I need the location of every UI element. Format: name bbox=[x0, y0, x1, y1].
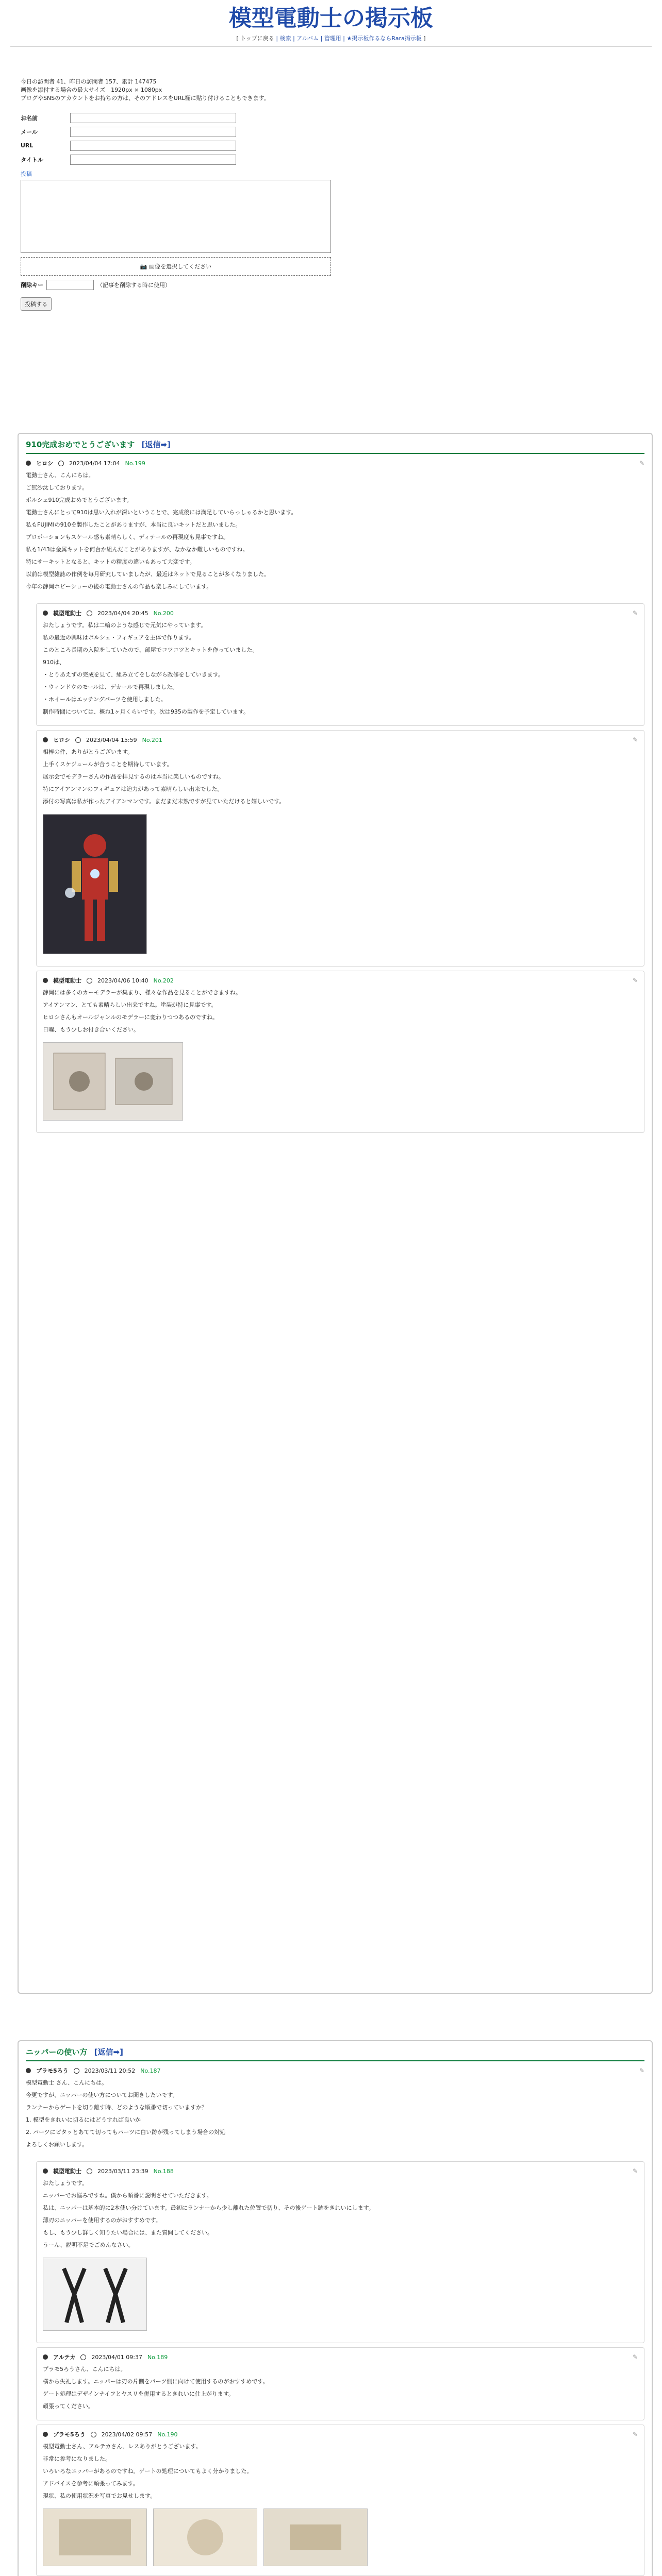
clock-icon bbox=[87, 2168, 92, 2174]
thread bbox=[18, 433, 653, 1994]
url-field[interactable] bbox=[70, 141, 236, 151]
clock-icon bbox=[74, 2068, 79, 2074]
thread-title[interactable]: 910完成おめでとうございます bbox=[26, 440, 135, 449]
user-icon bbox=[43, 2432, 48, 2437]
reply-post: アルテカ 2023/04/01 09:37 No.189 ✎ プラモ5ろうさん、こんにちは。 横から失礼します。ニッパーは刃の片側をパーツ側に向けて使用するのがおすすめです。 ゲート処理はデザインナイフとヤスリを併用するときれいに仕上がります。 頑張ってください。 bbox=[36, 2347, 644, 2420]
clock-icon bbox=[91, 2432, 96, 2437]
edit-icon[interactable]: ✎ bbox=[639, 460, 644, 467]
post bbox=[26, 454, 644, 599]
reply-post: プラモ5ろう 2023/04/02 09:57 No.190 ✎ 模型電動士さん、アルテカさん、レスありがとうございます。 非常に参考になりました。 いろいろなニッパーがあるのですね。ゲートの処理についてもよく分かりました。 アドバイスを参考に頑張ってみます。 現状、私の使用状況を写真でお見せします。 bbox=[36, 2425, 644, 2576]
ironman-photo[interactable] bbox=[43, 814, 147, 954]
reply-post: ヒロシ 2023/04/04 15:59 No.201 ✎ 相棒の件、ありがとうございます。 上手くスケジュールが合うことを期待しています。 展示会でモデラーさんの作品を拝見するのは本当に楽しいものですね。 特にアイアンマンのフィギュアは迫力があって素晴らしい出来でした。 添付の写真は私が作ったアイアンマンです。まだまだ未熟ですが見ていただけると嬉しいです。 bbox=[36, 730, 644, 967]
edit-icon[interactable]: ✎ bbox=[632, 609, 638, 617]
post-author: ヒロシ bbox=[36, 460, 53, 467]
nav-search[interactable]: | 検索 | bbox=[276, 35, 295, 42]
user-icon bbox=[43, 737, 48, 742]
edit-icon[interactable]: ✎ bbox=[632, 2431, 638, 2438]
clock-icon bbox=[87, 611, 92, 616]
attached-photo[interactable] bbox=[263, 2509, 368, 2566]
clock-icon bbox=[87, 978, 92, 984]
edit-icon[interactable]: ✎ bbox=[632, 977, 638, 984]
reply-post: 模型電動士 2023/04/06 10:40 No.202 ✎ 静岡には多くのカーモデラーが集まり、様々な作品を見ることができますね。 アイアンマン、とても素晴らしい出来ですね。塗装が特に見事です。 ヒロシさんもオールジャンルのモデラーに変わりつつあるのですね。 日曜、もう少しお付き合いください。 bbox=[36, 971, 644, 1133]
reply-post: 模型電動士 2023/04/04 20:45 No.200 ✎ おたしょうです。私は二輪のような感じで元気にやっています。 私の最近の興味はポルシェ・フィギュアを主体で作ります。 このところ長期の入院をしていたので、部屋でコツコツとキットを作っていました。 910は、 ・とりあえずの完成を見て、組み立てをしながら改修をしていきます。 ・ウィンドウのモールは、デカールで再現しました。 ・ホイールはエッチングパーツを使用しました。 制作時間については、概ね1ヶ月くらいです。次は935の製作を予定しています。 bbox=[36, 603, 644, 726]
post-form bbox=[21, 111, 662, 311]
user-icon bbox=[43, 2168, 48, 2174]
edit-icon[interactable]: ✎ bbox=[639, 2067, 644, 2074]
delete-key-field[interactable] bbox=[46, 280, 94, 290]
model-kit-photo[interactable] bbox=[43, 1042, 183, 1121]
mail-label: メール bbox=[21, 128, 38, 135]
title-label: タイトル bbox=[21, 156, 43, 163]
url-note: ブログやSNSのアカウントをお持ちの方は、そのアドレスをURL欄に貼り付けることもできます。 bbox=[21, 95, 270, 101]
clock-icon bbox=[80, 2354, 86, 2360]
stats bbox=[21, 78, 662, 103]
nav-admin[interactable]: | 管理用 | bbox=[320, 35, 345, 42]
post-preview-link[interactable]: 投稿 bbox=[21, 171, 32, 177]
url-label: URL bbox=[21, 142, 34, 149]
submit-button[interactable]: 投稿する bbox=[21, 297, 52, 311]
key-label: 削除キー bbox=[21, 282, 43, 289]
clock-icon bbox=[75, 737, 81, 743]
nav-album[interactable]: アルバム bbox=[296, 35, 319, 42]
clock-icon bbox=[58, 461, 64, 466]
attached-photo[interactable] bbox=[153, 2509, 257, 2566]
thread-title[interactable]: ニッパーの使い方 bbox=[26, 2047, 88, 2057]
edit-icon[interactable]: ✎ bbox=[632, 2353, 638, 2361]
attached-photo[interactable] bbox=[43, 2509, 147, 2566]
user-icon bbox=[43, 611, 48, 616]
reply-link[interactable]: [返信➡] bbox=[141, 440, 171, 449]
post-number[interactable]: No.199 bbox=[125, 460, 145, 467]
top-nav: [ トップに戻る | 検索 | アルバム | 管理用 | ★掲示板作るならRara掲示板 ] bbox=[236, 35, 426, 42]
name-label: お名前 bbox=[21, 114, 38, 122]
user-icon bbox=[43, 2354, 48, 2360]
edit-icon[interactable]: ✎ bbox=[632, 736, 638, 743]
reply-post: 模型電動士 2023/03/11 23:39 No.188 ✎ おたしょうです。 ニッパーでお悩みですね。僕から順番に説明させていただきます。 私は、ニッパーは基本的に2本使い分けています。最初にランナーから少し離れた位置で切り、その後ゲート跡をきれいにします。 薄刃のニッパーを使用するのがおすすめです。 もし、もう少し詳しく知りたい場合には、また質問してください。 うーん、説明不足でごめんなさい。 bbox=[36, 2161, 644, 2343]
post-body: 電動士さん、こんにちは。 ご無沙汰しております。 ポルシェ910完成おめでとうございます。 電動士さんにとって910は思い入れが深いということで、完成後には満足していらっしゃるかと思います。 私もFUJIMIの910を製作したことがありますが、本当に良いキットだと思いました。 プロポーションもスケール感も素晴らしく、ディテールの再現度も見事ですね。 私も1/43は金属キットを何台か組んだことがありますが、なかなか難しいものですね。 特にサーキットとなると、キットの精度の違いもあって大変です。 以前は模型雑誌の作例を毎月研究していましたが、最近はネットで見ることが多くなりました。 今年の静岡ホビーショーの後の電動士さんの作品も楽しみにしています。 bbox=[26, 472, 297, 590]
key-note: （記事を削除する時に使用） bbox=[97, 282, 171, 289]
thread bbox=[18, 2040, 653, 2576]
name-field[interactable] bbox=[70, 113, 236, 123]
user-icon bbox=[26, 461, 31, 466]
nipper-photo[interactable] bbox=[43, 2258, 147, 2331]
post-date: 2023/04/04 17:04 bbox=[69, 460, 120, 467]
site-title: 模型電動士の掲示板 bbox=[229, 5, 433, 31]
title-field[interactable] bbox=[70, 155, 236, 165]
message-textarea[interactable] bbox=[21, 180, 331, 253]
user-icon bbox=[43, 978, 48, 983]
post: プラモ5ろう 2023/03/11 20:52 No.187 ✎ 模型電動士 さん、こんにちは。 今更ですが、ニッパーの使い方についてお聞きしたいです。 ランナーからゲートを切り離す時、どのような順番で切っていますか？ 1. 模型をきれいに切るにはどうすれば良いか 2. パーツにピタッとあてて切ってもパーツに白い跡が残ってしまう場合の対処 よろしくお願いします。 bbox=[26, 2067, 644, 2148]
edit-icon[interactable]: ✎ bbox=[632, 2167, 638, 2175]
nav-rara[interactable]: ★掲示板作るならRara掲示板 bbox=[346, 35, 422, 42]
visitor-count: 今日の訪問者 41、昨日の訪問者 157、累計 147475 bbox=[21, 78, 157, 85]
divider bbox=[10, 46, 652, 47]
user-icon bbox=[26, 2068, 31, 2073]
image-select[interactable]: 📷 画像を選択してください bbox=[21, 257, 331, 276]
mail-field[interactable] bbox=[70, 127, 236, 137]
image-size-note: 画像を添付する場合の最大サイズ 1920px × 1080px bbox=[21, 87, 162, 93]
reply-link[interactable]: [返信➡] bbox=[94, 2047, 123, 2057]
